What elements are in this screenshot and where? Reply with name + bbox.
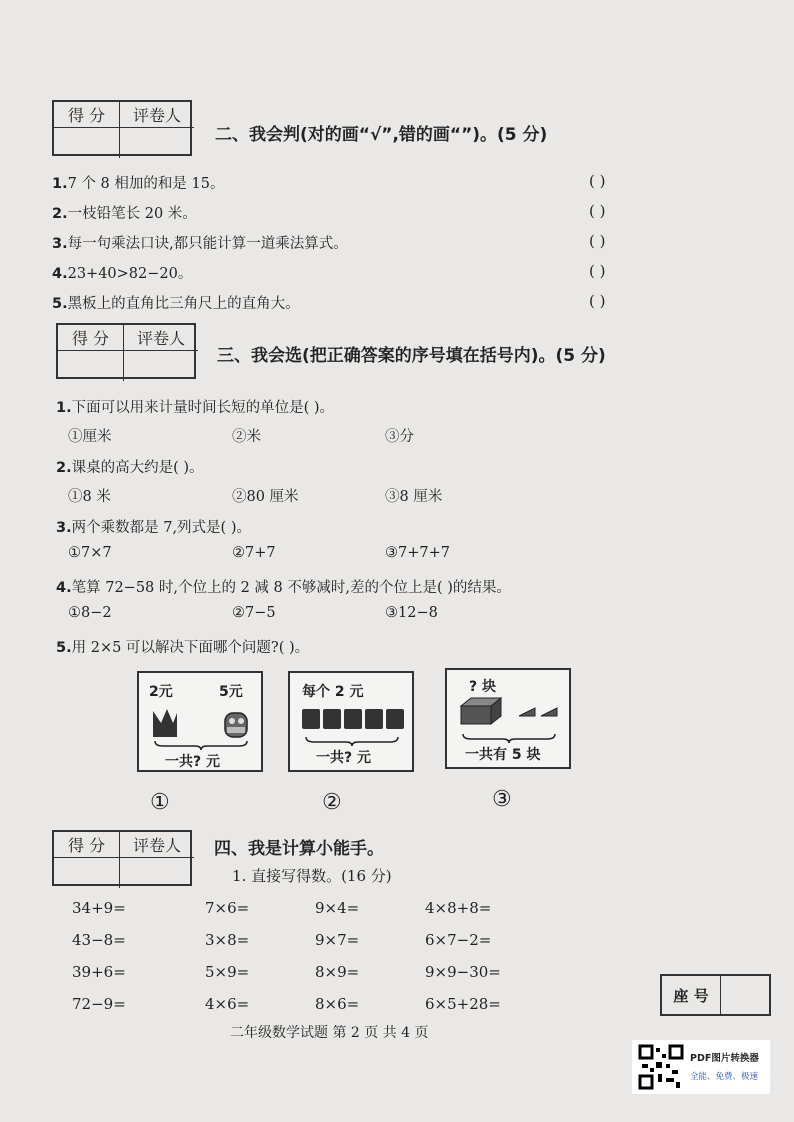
calc-expression: 8×6= (315, 995, 360, 1013)
calc-expression: 9×7= (315, 931, 360, 949)
item-number: 1. (52, 176, 68, 192)
item-number: 3. (52, 236, 68, 252)
question-number: 1. (56, 400, 72, 416)
choice-option: ②米 (232, 429, 261, 445)
question-total: 一共? 元 (165, 754, 220, 770)
calc-expression: 5×9= (205, 963, 250, 981)
answer-paren[interactable]: ( ) (589, 232, 606, 250)
question-text: 课桌的高大约是( )。 (71, 460, 204, 476)
choice-option: ③分 (385, 429, 414, 445)
watermark (632, 1040, 770, 1094)
judge-item (52, 232, 348, 253)
choice-question (56, 576, 511, 597)
score-cell[interactable] (54, 858, 120, 888)
judge-item (52, 262, 192, 283)
answer-paren[interactable]: ( ) (589, 172, 606, 190)
grader-cell[interactable] (124, 351, 198, 381)
choice-option: ②80 厘米 (232, 489, 299, 505)
price-right: 5元 (219, 684, 243, 700)
picture-option-3 (445, 668, 571, 769)
score-box-section3 (56, 323, 196, 379)
grader-label: 评卷人 (120, 102, 194, 128)
grader-cell[interactable] (120, 858, 194, 888)
item-number: 5. (52, 296, 68, 312)
answer-paren[interactable]: ( ) (589, 262, 606, 280)
calc-expression: 8×9= (315, 963, 360, 981)
choice-option: ①8−2 (68, 605, 112, 621)
score-label: 得 分 (54, 102, 120, 128)
calc-expression: 39+6= (72, 963, 126, 981)
unknown-pieces: ? 块 (469, 679, 496, 695)
picture-option-2 (288, 671, 414, 772)
choice-option: ②7+7 (232, 545, 276, 561)
watermark-sub: 全能、免费、极速 (690, 1072, 759, 1082)
calc-expression: 7×6= (205, 899, 250, 917)
question-number: 5. (56, 640, 72, 656)
question-text: 用 2×5 可以解决下面哪个问题?( )。 (71, 640, 310, 656)
calc-expression: 9×4= (315, 899, 360, 917)
score-label: 得 分 (54, 832, 120, 858)
judge-item (52, 202, 197, 223)
judge-item (52, 172, 224, 193)
question-text: 两个乘数都是 7,列式是( )。 (71, 520, 251, 536)
choice-option: ③8 厘米 (385, 489, 443, 505)
item-text: 黑板上的直角比三角尺上的直角大。 (67, 296, 300, 312)
choice-option: ③7+7+7 (385, 545, 450, 561)
choice-option: ①厘米 (68, 429, 112, 445)
seat-label: 座 号 (662, 976, 721, 1014)
question-number: 3. (56, 520, 72, 536)
calc-expression: 3×8= (205, 931, 250, 949)
item-text: 一枝铅笔长 20 米。 (67, 206, 197, 222)
page-footer: 二年级数学试题 第 2 页 共 4 页 (230, 1025, 429, 1041)
calc-expression: 6×5+28= (425, 995, 501, 1013)
choice-option: ①7×7 (68, 545, 112, 561)
item-text: 23+40>82−20。 (67, 266, 193, 282)
seat-box (660, 974, 771, 1016)
price-each: 每个 2 元 (302, 684, 364, 700)
question-text: 下面可以用来计量时间长短的单位是( )。 (71, 400, 335, 416)
calc-expression: 34+9= (72, 899, 126, 917)
cups-icon (298, 705, 408, 733)
grader-label: 评卷人 (124, 325, 198, 351)
question-total: 一共? 元 (316, 750, 371, 766)
total-pieces: 一共有 5 块 (465, 747, 541, 763)
choice-option: ②7−5 (232, 605, 276, 621)
score-cell[interactable] (54, 128, 120, 158)
calc-expression: 72−9= (72, 995, 126, 1013)
brace-icon (153, 739, 249, 751)
brace-icon (304, 735, 400, 747)
section4-subtitle: 1. 直接写得数。(16 分) (232, 867, 392, 885)
calc-expression: 6×7−2= (425, 931, 492, 949)
seat-number-cell[interactable] (721, 976, 769, 1014)
section3-title: 三、我会选(把正确答案的序号填在括号内)。(5 分) (217, 346, 606, 366)
question-number: 2. (56, 460, 72, 476)
answer-paren[interactable]: ( ) (589, 202, 606, 220)
answer-paren[interactable]: ( ) (589, 292, 606, 310)
choice-question (56, 456, 204, 477)
item-text: 7 个 8 相加的和是 15。 (67, 176, 225, 192)
question-number: 4. (56, 580, 72, 596)
score-cell[interactable] (58, 351, 124, 381)
qr-code-icon (638, 1044, 684, 1090)
picture-option-1 (137, 671, 263, 772)
calc-expression: 4×8+8= (425, 899, 492, 917)
judge-item (52, 292, 300, 313)
section4-title: 四、我是计算小能手。 (214, 839, 384, 859)
choice-option: ①8 米 (68, 489, 111, 505)
calc-expression: 9×9−30= (425, 963, 501, 981)
grader-cell[interactable] (120, 128, 194, 158)
watermark-title: PDF图片转换器 (690, 1053, 759, 1064)
score-box-section2 (52, 100, 192, 156)
item-text: 每一句乘法口诀,都只能计算一道乘法算式。 (67, 236, 348, 252)
item-number: 2. (52, 206, 68, 222)
choice-option: ③12−8 (385, 605, 438, 621)
score-box-section4 (52, 830, 192, 886)
brace-icon (461, 732, 557, 744)
cake-icon (457, 694, 567, 730)
question-text: 笔算 72−58 时,个位上的 2 减 8 不够减时,差的个位上是( )的结果。 (71, 580, 511, 596)
section2-title: 二、我会判(对的画“√”,错的画“”)。(5 分) (215, 125, 548, 145)
score-label: 得 分 (58, 325, 124, 351)
picture-label-1: ① (150, 790, 170, 815)
price-left: 2元 (149, 684, 173, 700)
choice-question (56, 636, 309, 657)
grader-label: 评卷人 (120, 832, 194, 858)
calc-expression: 43−8= (72, 931, 126, 949)
choice-question (56, 396, 334, 417)
picture-label-3: ③ (492, 787, 512, 812)
picture-label-2: ② (322, 790, 342, 815)
item-number: 4. (52, 266, 68, 282)
choice-question (56, 516, 251, 537)
calc-expression: 4×6= (205, 995, 250, 1013)
